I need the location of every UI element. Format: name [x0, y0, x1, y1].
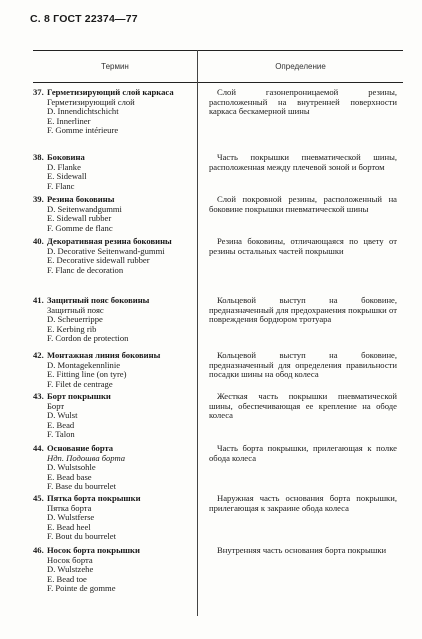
term-synonym: F. Cordon de protection	[47, 333, 129, 344]
definition-text: Кольцевой выступ на боковине, предназначенный для определения правильности посадки шины на обод колеса	[209, 350, 397, 380]
term-number: 44.	[33, 443, 44, 453]
term-synonym: D. Decorative Seitenwand-gummi	[47, 245, 165, 256]
term-block	[33, 153, 193, 191]
term-synonym: F. Gomme intérieure	[47, 125, 119, 136]
definition-text: Слой газонепроницаемой резины, расположенный на внутренней поверхности каркаса бескамерной шины	[209, 87, 397, 117]
term-synonym: Борт	[47, 400, 65, 411]
term-number: 42.	[33, 350, 44, 360]
definition-text: Наружная часть основания борта покрышки, прилегающая к закраине обода колеса	[209, 493, 397, 513]
term-number: 37.	[33, 87, 44, 97]
term-number: 38.	[33, 152, 44, 162]
term-block	[33, 237, 193, 275]
definition-text: Кольцевой выступ на боковине, предназначенный для предохранения покрышки от повреждения бордюром тротуара	[209, 295, 397, 325]
term-title-text: Основание борта	[47, 443, 114, 453]
term-synonym: F. Base du bourrelet	[47, 481, 117, 492]
term-block	[33, 546, 193, 594]
terms-table	[33, 50, 403, 616]
term-synonym: F. Flanc de decoration	[47, 264, 124, 275]
term-title-text: Пятка борта покрышки	[47, 493, 141, 503]
column-header-term: Термин	[101, 62, 129, 71]
term-block	[33, 296, 193, 344]
definition-text: Жесткая часть покрышки пневматической шины, обеспечивающая ее крепление на ободе колеса	[209, 391, 397, 421]
definition-text: Резина боковины, отличающаяся по цвету от резины остальных частей покрышки	[209, 236, 397, 256]
term-synonym: E. Sidewall	[47, 171, 87, 182]
term-synonym: Герметизирующий слой	[47, 96, 135, 107]
definition-text: Внутренняя часть основания борта покрышки	[217, 545, 387, 555]
term-block	[33, 195, 193, 233]
term-synonym: D. Wulst	[47, 410, 78, 421]
definition-text: Слой покровной резины, расположенный на боковине покрышки пневматической шины	[209, 194, 397, 214]
term-synonym: F. Bout du bourrelet	[47, 531, 117, 542]
term-synonym: E. Fitting line (on tyre)	[47, 369, 127, 380]
term-synonym: E. Decorative sidewall rubber	[47, 255, 150, 266]
term-synonym: E. Bead toe	[47, 573, 87, 584]
column-divider	[197, 50, 198, 616]
term-synonym: D. Wulstsohle	[47, 462, 96, 473]
term-block	[33, 392, 193, 440]
term-number: 39.	[33, 194, 44, 204]
page-header: С. 8 ГОСТ 22374—77	[30, 13, 138, 25]
term-title-text: Монтажная линия боковины	[47, 350, 161, 360]
term-block	[33, 88, 193, 136]
definition-text: Часть борта покрышки, прилегающая к полке обода колеса	[209, 443, 397, 463]
table-header-rule	[33, 82, 403, 83]
term-title-text: Носок борта покрышки	[47, 545, 140, 555]
term-synonym: E. Kerbing rib	[47, 323, 97, 334]
term-synonym: D. Wulstzehe	[47, 564, 94, 575]
term-synonym: E. Bead base	[47, 471, 92, 482]
term-synonym: Носок борта	[47, 554, 93, 565]
term-synonym: D. Montagekennlinie	[47, 359, 121, 370]
term-number: 45.	[33, 493, 44, 503]
term-synonym: E. Sidewall rubber	[47, 213, 112, 224]
term-number: 43.	[33, 391, 44, 401]
column-header-definition: Определение	[275, 62, 326, 71]
term-synonym: E. Bead	[47, 419, 75, 430]
term-block	[33, 351, 193, 389]
term-synonym: D. Innendichtschicht	[47, 106, 119, 117]
term-number: 41.	[33, 295, 44, 305]
term-title-text: Борт покрышки	[47, 391, 111, 401]
term-number: 40.	[33, 236, 44, 246]
term-synonym: D. Flanke	[47, 161, 81, 172]
term-synonym: Пятка борта	[47, 502, 92, 513]
term-synonym: F. Filet de centrage	[47, 378, 113, 389]
term-synonym: Защитный пояс	[47, 304, 104, 315]
term-synonym: D. Scheuerrippe	[47, 314, 103, 325]
term-block	[33, 494, 193, 542]
term-synonym: F. Talon	[47, 429, 75, 440]
term-title-text: Декоративная резина боковины	[47, 236, 172, 246]
term-block	[33, 444, 193, 492]
term-synonym: F. Flanc	[47, 180, 75, 191]
term-synonym: D. Wulstferse	[47, 512, 95, 523]
term-title-text: Резина боковины	[47, 194, 115, 204]
term-synonym: D. Seitenwandgummi	[47, 203, 122, 214]
term-title-text: Защитный пояс боковины	[47, 295, 150, 305]
term-synonym: F. Pointe de gomme	[47, 583, 116, 594]
term-number: 46.	[33, 545, 44, 555]
term-synonym: E. Bead heel	[47, 521, 91, 532]
term-synonym: E. Innerliner	[47, 115, 91, 126]
definition-text: Часть покрышки пневматической шины, расположенная между плечевой зоной и бортом	[209, 152, 397, 172]
term-synonym: F. Gomme de flanc	[47, 222, 113, 233]
term-synonym: Ндп. Подошва борта	[47, 452, 126, 463]
table-top-rule	[33, 50, 403, 51]
term-title-text: Боковина	[47, 152, 85, 162]
term-title-text: Герметизирующий слой каркаса	[47, 87, 174, 97]
